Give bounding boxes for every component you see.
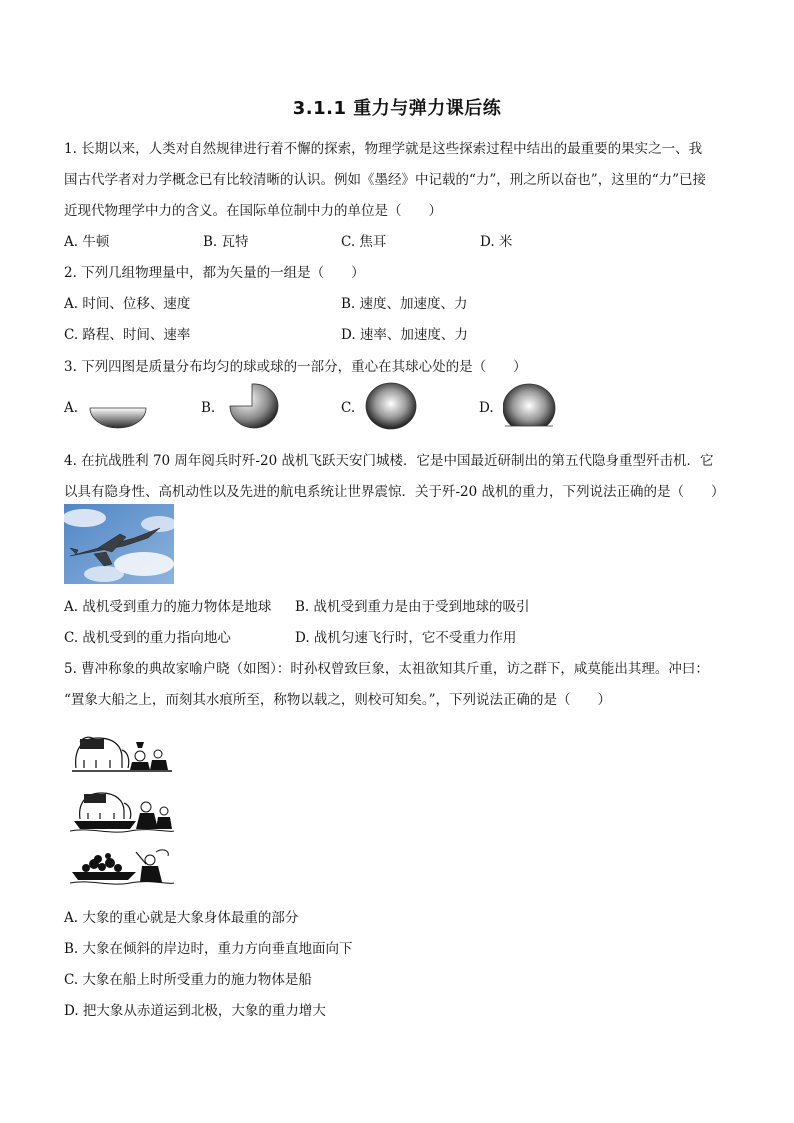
page-title: 3.1.1 重力与弹力课后练: [292, 98, 502, 119]
truncated-sphere-icon: [503, 382, 563, 430]
q2-option-c: C. 路程、时间、速率: [64, 327, 191, 343]
elephant-and-people-illustration: [70, 728, 174, 774]
q1-stem-line-2: 国古代学者对力学概念已有比较清晰的认识。例如《墨经》中记载的“力”，刑之所以奋也”，这里的“力”已接: [64, 172, 707, 188]
q2-option-d: D. 速率、加速度、力: [341, 327, 468, 343]
three-quarter-sphere-icon: [225, 382, 285, 430]
q3-option-a-label: A.: [64, 400, 79, 416]
q2-option-b: B. 速度、加速度、力: [341, 296, 468, 312]
q3-option-c-label: C.: [341, 400, 356, 416]
q5-option-c: C. 大象在船上时所受重力的施力物体是船: [64, 972, 312, 988]
q5-option-b: B. 大象在倾斜的岸边时，重力方向垂直地面向下: [64, 941, 353, 957]
elephant-on-boat-illustration: [70, 787, 174, 835]
q3-option-d-label: D.: [479, 400, 494, 416]
q1-option-b: B. 瓦特: [203, 234, 249, 250]
q4-option-c: C. 战机受到的重力指向地心: [64, 630, 231, 646]
j20-fighter-photo: [64, 504, 174, 584]
q4-stem-line-2: 以具有隐身性、高机动性以及先进的航电系统让世界震惊．关于歼-20 战机的重力，下列说法正确的是（ ）: [64, 484, 725, 500]
hemisphere-icon: [88, 382, 148, 430]
q4-option-d: D. 战机匀速飞行时，它不受重力作用: [295, 630, 517, 646]
q1-option-d: D. 米: [480, 234, 513, 250]
q5-stem-line-1: 5. 曹冲称象的典故家喻户晓（如图）：时孙权曾致巨象，太祖欲知其斤重，访之群下，咸莫能出其理。冲曰：: [64, 661, 709, 677]
stones-on-boat-illustration: [70, 846, 174, 888]
q5-option-d: D. 把大象从赤道运到北极，大象的重力增大: [64, 1003, 326, 1019]
q4-stem-line-1: 4. 在抗战胜利 70 周年阅兵时歼-20 战机飞跃天安门城楼．它是中国最近研制出的第五代隐身重型歼击机．它: [64, 453, 714, 469]
q2-stem: 2. 下列几组物理量中，都为矢量的一组是（ ）: [64, 265, 365, 281]
q4-option-b: B. 战机受到重力是由于受到地球的吸引: [295, 599, 530, 615]
q1-option-c: C. 焦耳: [341, 234, 387, 250]
q3-option-b-label: B.: [201, 400, 216, 416]
q1-stem-line-1: 1. 长期以来，人类对自然规律进行着不懈的探索，物理学就是这些探索过程中结出的最重要的果实之一、我: [64, 141, 703, 157]
q3-option-d: [479, 382, 679, 430]
q2-option-a: A. 时间、位移、速度: [64, 296, 191, 312]
q5-stem-line-2: “置象大船之上，而刻其水痕所至，称物以载之，则校可知矣。”，下列说法正确的是（ ）: [64, 692, 612, 708]
q5-option-a: A. 大象的重心就是大象身体最重的部分: [64, 910, 299, 926]
q4-option-a: A. 战机受到重力的施力物体是地球: [64, 599, 272, 615]
q1-option-a: A. 牛顿: [64, 234, 110, 250]
q1-stem-line-3: 近现代物理学中力的含义。在国际单位制中力的单位是（ ）: [64, 203, 442, 219]
q3-stem: 3. 下列四图是质量分布均匀的球或球的一部分，重心在其球心处的是（ ）: [64, 359, 527, 375]
full-sphere-icon: [365, 382, 425, 430]
